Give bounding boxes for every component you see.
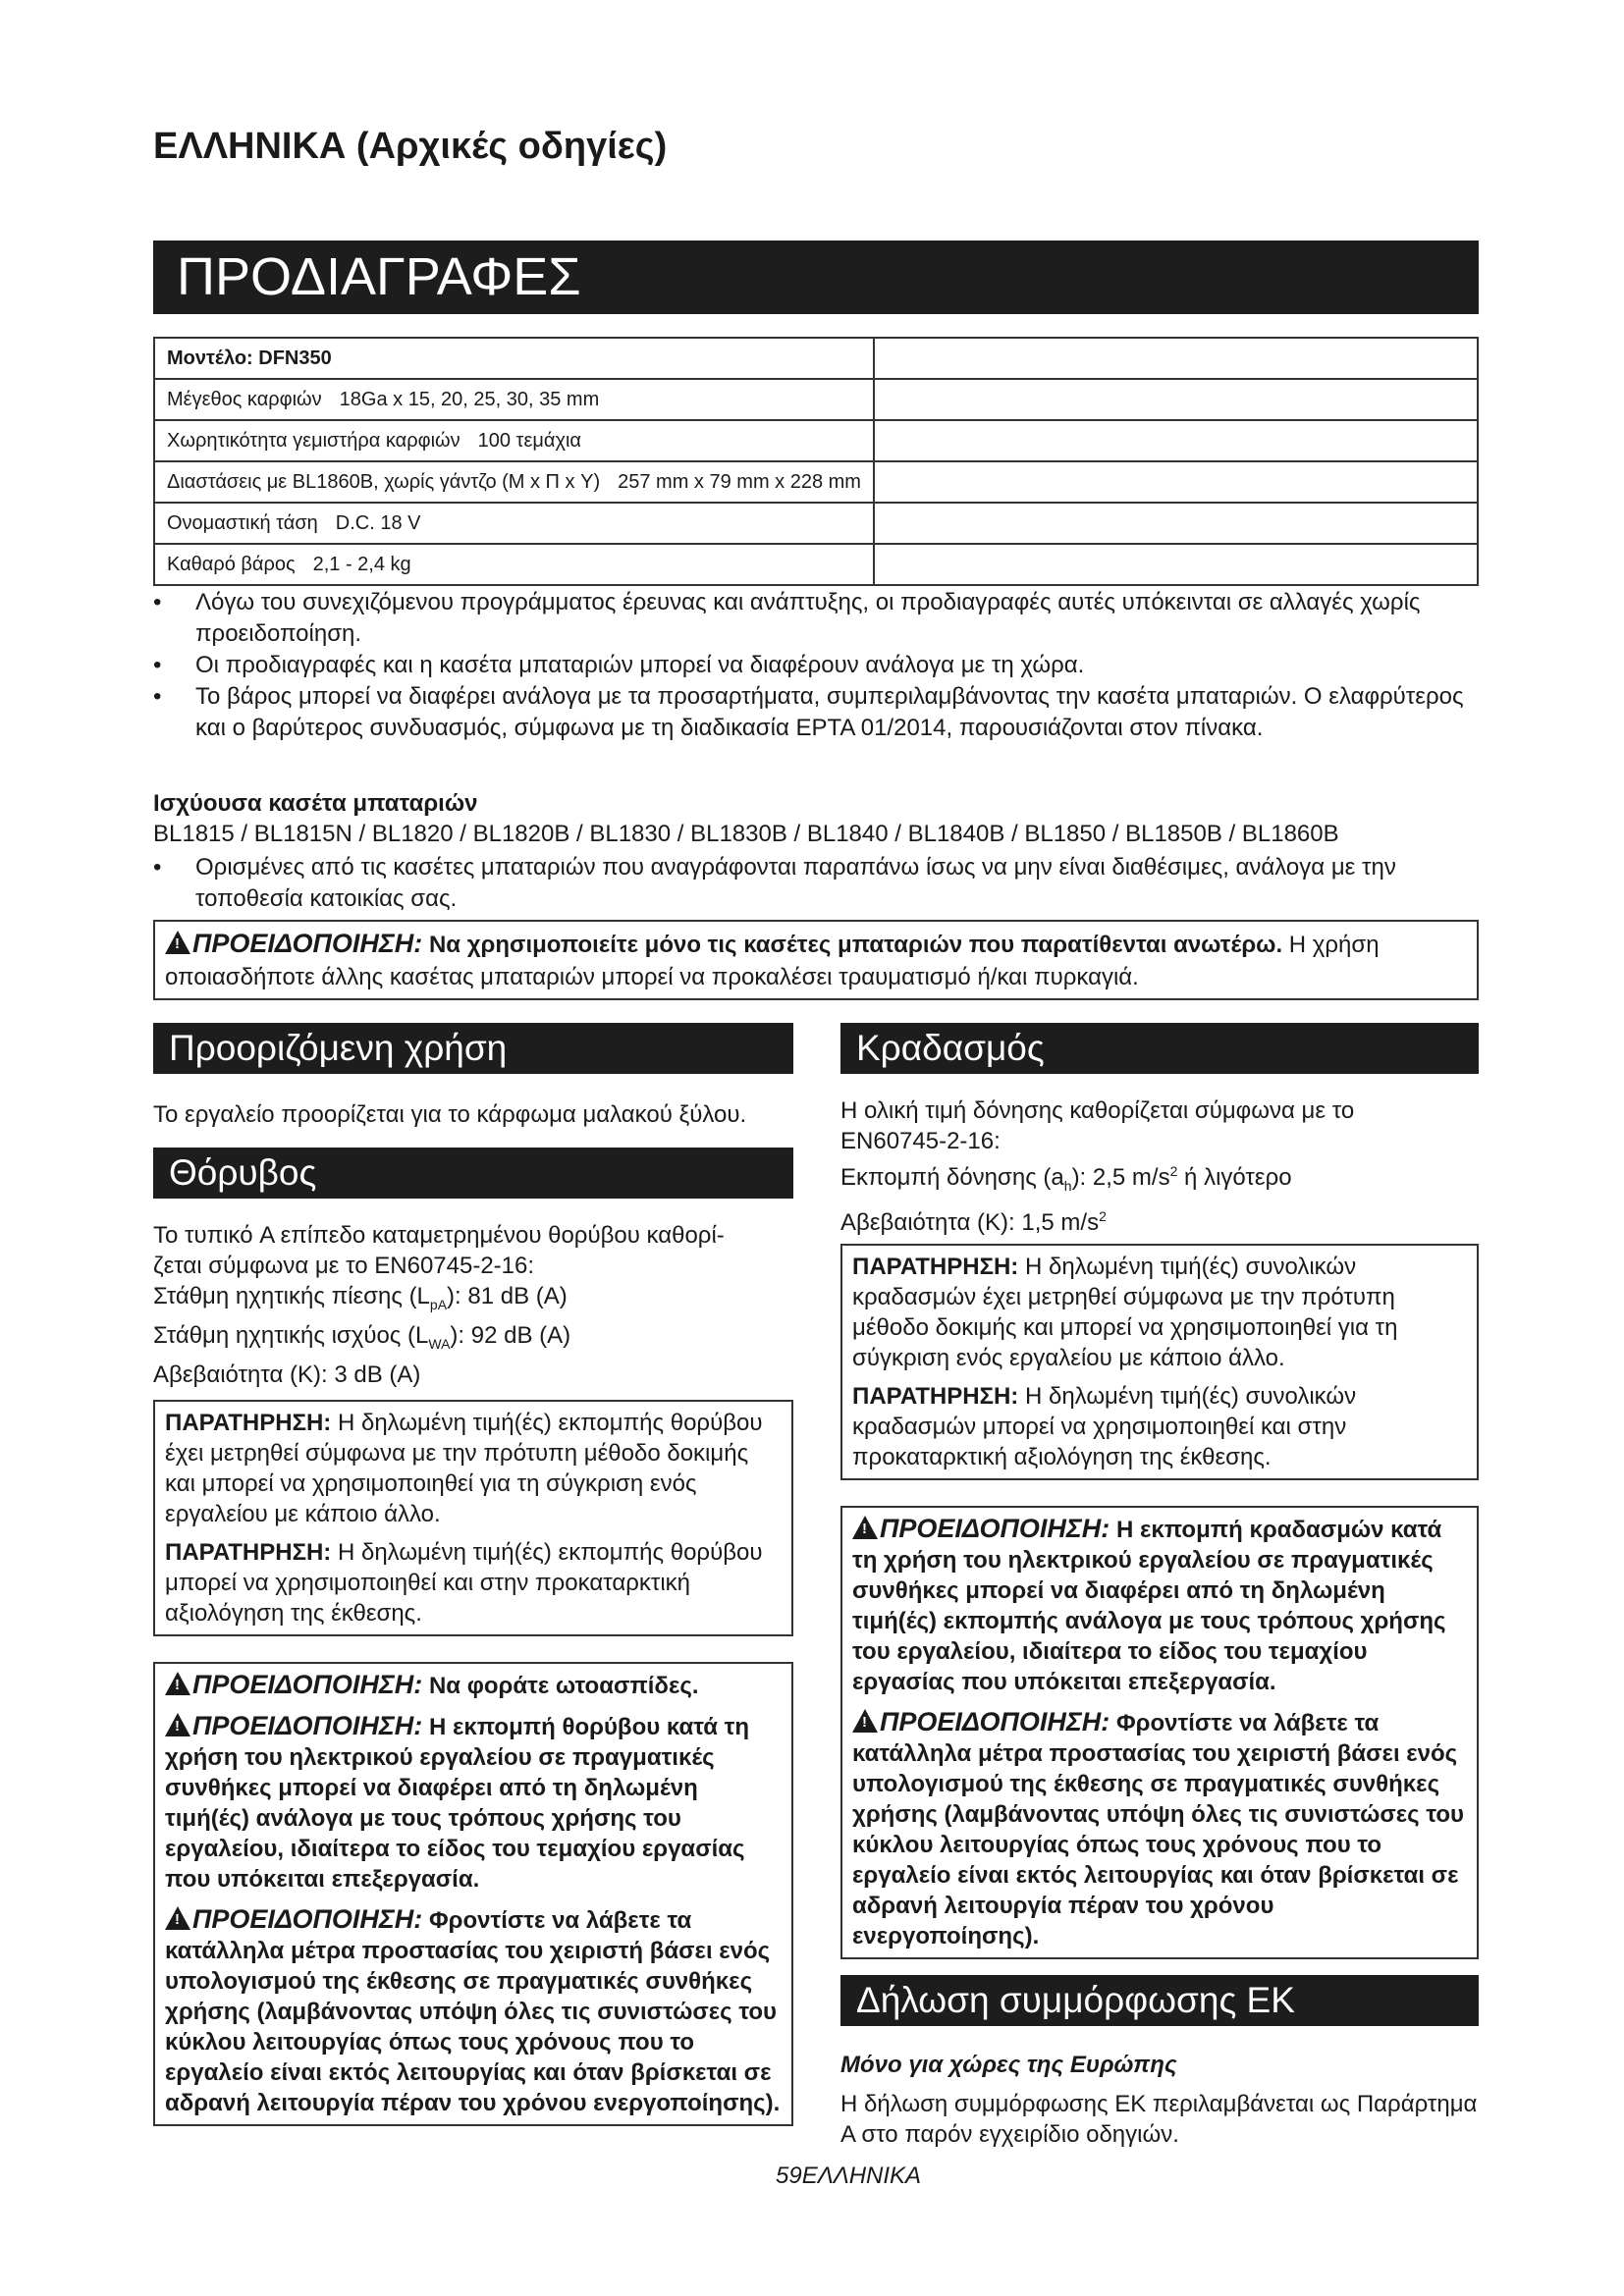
empty-cell bbox=[874, 420, 1478, 461]
intended-use-text: Το εργαλείο προορίζεται για το κάρφωμα μαλακού ξύλου. bbox=[153, 1101, 747, 1128]
battery-warning-bold: Να χρησιμοποιείτε μόνο τις κασέτες μπαταριών που παρατίθενται ανωτέρω. bbox=[428, 932, 1283, 958]
empty-cell bbox=[874, 503, 1478, 544]
noise-warning-box bbox=[153, 1662, 793, 2126]
spec-cell bbox=[154, 461, 874, 503]
specifications-table bbox=[153, 337, 1479, 586]
spec-note: • Οι προδιαγραφές και η κασέτα μπαταριών μπορεί να διαφέρουν ανάλογα με τη χώρα. bbox=[153, 650, 1479, 681]
vibration-values bbox=[840, 1095, 1479, 1238]
noise-warning: !ΠΡΟΕΙΔΟΠΟΙΗΣΗ: Φροντίστε να λάβετε τα κατάλληλα μέτρα προστασίας του χειριστή βάσει ενός υπολογισμού της έκθεσης σε πραγματικές συνθήκες χρήσης (λαμβάνοντας υπόψη όλες τις συνιστώσες του κύκλου λειτουργίας όπως τους χρόνους που το εργαλείο είναι εκτός λειτουργίας και όταν βρίσκεται σε αδρανή λειτουργία πέραν του χρόνου ενεργοποίησης). bbox=[165, 1904, 782, 2118]
spec-label: Ονομαστική τάση bbox=[167, 511, 318, 534]
empty-cell bbox=[874, 379, 1478, 420]
warning-triangle-icon bbox=[852, 1516, 878, 1539]
spec-row-model bbox=[154, 338, 1478, 379]
battery-notes bbox=[153, 852, 1479, 915]
spec-value: 18Ga x 15, 20, 25, 30, 35 mm bbox=[339, 388, 600, 410]
vibration-warning: !ΠΡΟΕΙΔΟΠΟΙΗΣΗ: Η εκπομπή κραδασμών κατά τη χρήση του ηλεκτρικού εργαλείου σε πραγματικές συνθήκες μπορεί να διαφέρει από τη δηλωμένη τιμή(ές) εκπομπής ανάλογα με τους τρόπους χρήσης του εργαλείου, ιδιαίτερα το είδος του τεμαχίου εργασίας που υπόκειται επεξεργασία. bbox=[852, 1514, 1467, 1697]
noise-note: ΠΑΡΑΤΗΡΗΣΗ: Η δηλωμένη τιμή(ές) εκπομπής θορύβου μπορεί να χρησιμοποιηθεί και στην προκαταρκτική αξιολόγηση της έκθεσης. bbox=[165, 1538, 763, 1627]
spec-value: 100 τεμάχια bbox=[477, 429, 581, 452]
ec-subtitle: Μόνο για χώρες της Ευρώπης bbox=[840, 2051, 1177, 2078]
right-column bbox=[840, 1023, 1479, 2150]
noise-intro-line: Το τυπικό A επίπεδο καταμετρημένου θορύβου καθορί- bbox=[153, 1222, 725, 1249]
ec-text: Η δήλωση συμμόρφωσης ΕΚ περιλαμβάνεται ως Παράρτημα Α στο παρόν εγχειρίδιο οδηγιών. bbox=[840, 2090, 1478, 2148]
noise-warning: !ΠΡΟΕΙΔΟΠΟΙΗΣΗ: Η εκπομπή θορύβου κατά τη χρήση του ηλεκτρικού εργαλείου σε πραγματικές συνθήκες μπορεί να διαφέρει από τη δηλωμένη τιμή(ές) ανάλογα με τους τρόπους χρήσης του εργαλείου, ιδιαίτερα το είδος του τεμαχίου εργασίας που υπόκειται επεξεργασία. bbox=[165, 1711, 782, 1895]
battery-warning-text: Η χρήση οποιασδήποτε άλλης κασέτας μπαταριών μπορεί να προκαλέσει τραυματισμό ή/και πυρκαγιά. bbox=[165, 932, 1380, 990]
battery-heading: Ισχύουσα κασέτα μπαταριών bbox=[153, 790, 478, 817]
intended-use-title: Προοριζόμενη χρήση bbox=[153, 1023, 793, 1074]
spec-label: Διαστάσεις με BL1860B, χωρίς γάντζο (Μ x Π x Υ) bbox=[167, 470, 601, 493]
spec-label: Χωρητικότητα γεμιστήρα καρφιών bbox=[167, 429, 460, 452]
empty-cell bbox=[874, 338, 1478, 379]
spec-cell bbox=[154, 503, 874, 544]
empty-cell bbox=[874, 461, 1478, 503]
noise-values bbox=[153, 1220, 793, 1390]
noise-note: ΠΑΡΑΤΗΡΗΣΗ: Η δηλωμένη τιμή(ές) εκπομπής θορύβου έχει μετρηθεί σύμφωνα με την πρότυπη μέθοδο δοκιμής και μπορεί να χρησιμοποιηθεί για τη σύγκριση ενός εργαλείου με κάποιο άλλο. bbox=[165, 1409, 763, 1527]
noise-note-box bbox=[153, 1400, 793, 1636]
spec-cell bbox=[154, 420, 874, 461]
spec-label: Μέγεθος καρφιών bbox=[167, 388, 322, 410]
spec-row bbox=[154, 420, 1478, 461]
vibration-emission: Εκπομπή δόνησης $(a_h)$: 2,5 $m/s^2$ ή λιγότερο bbox=[840, 1163, 1292, 1194]
vibration-warning: !ΠΡΟΕΙΔΟΠΟΙΗΣΗ: Φροντίστε να λάβετε τα κατάλληλα μέτρα προστασίας του χειριστή βάσει ενός υπολογισμού της έκθεσης σε πραγματικές συνθήκες χρήσης (λαμβάνοντας υπόψη όλες τις συνιστώσες του κύκλου λειτουργίας όπως τους χρόνους που το εργαλείο είναι εκτός λειτουργίας και όταν βρίσκεται σε αδρανή λειτουργία πέραν του χρόνου ενεργοποίησης). bbox=[852, 1707, 1467, 1951]
spec-value: D.C. 18 V bbox=[335, 511, 421, 534]
warning-triangle-icon bbox=[165, 1906, 190, 1930]
spec-row bbox=[154, 544, 1478, 585]
vibration-intro-line: Η ολική τιμή δόνησης καθορίζεται σύμφωνα με το bbox=[840, 1097, 1355, 1124]
spec-row bbox=[154, 379, 1478, 420]
battery-warning-box bbox=[153, 920, 1479, 1000]
spec-cell bbox=[154, 379, 874, 420]
noise-intro-line: ζεται σύμφωνα με το EN60745-2-16: bbox=[153, 1253, 535, 1279]
spec-label: Καθαρό βάρος bbox=[167, 553, 296, 575]
warning-triangle-icon bbox=[852, 1709, 878, 1733]
vibration-title: Κραδασμός bbox=[840, 1023, 1479, 1074]
spec-notes-list bbox=[153, 587, 1479, 744]
vibration-note-box bbox=[840, 1244, 1479, 1480]
noise-title: Θόρυβος bbox=[153, 1148, 793, 1199]
empty-cell bbox=[874, 544, 1478, 585]
spec-cell bbox=[154, 544, 874, 585]
sound-power-level: Στάθμη ηχητικής ισχύος $(L_{WA})$: 92 dB (A) bbox=[153, 1321, 571, 1352]
spec-note: • Λόγω του συνεχιζόμενου προγράμματος έρευνας και ανάπτυξης, οι προδιαγραφές αυτές υπόκεινται σε αλλαγές χωρίς προειδοποίηση. bbox=[153, 587, 1479, 650]
specifications-banner: ΠΡΟΔΙΑΓΡΑΦΕΣ bbox=[153, 240, 1479, 314]
battery-list: BL1815 / BL1815N / BL1820 / BL1820B / BL1830 / BL1830B / BL1840 / BL1840B / BL1850 / BL1850B / BL1860B bbox=[153, 821, 1339, 847]
sound-pressure-level: Στάθμη ηχητικής πίεσης $(L_{pA})$: 81 dB (A) bbox=[153, 1283, 568, 1312]
page-number: 59ΕΛΛΗΝΙΚΑ bbox=[776, 2163, 922, 2189]
vibration-intro-line: EN60745-2-16: bbox=[840, 1128, 1001, 1154]
model-cell: Μοντέλο: DFN350 bbox=[154, 338, 874, 379]
spec-value: 2,1 - 2,4 kg bbox=[312, 553, 411, 575]
warning-triangle-icon bbox=[165, 1672, 190, 1695]
ec-declaration-title: Δήλωση συμμόρφωσης ΕΚ bbox=[840, 1975, 1479, 2026]
left-column bbox=[153, 1023, 793, 2126]
warning-triangle-icon bbox=[165, 931, 190, 954]
spec-value: 257 mm x 79 mm x 228 mm bbox=[618, 470, 861, 493]
noise-warning: !ΠΡΟΕΙΔΟΠΟΙΗΣΗ: Να φοράτε ωτοασπίδες. bbox=[165, 1670, 782, 1701]
spec-row bbox=[154, 503, 1478, 544]
vibration-warning-box bbox=[840, 1506, 1479, 1959]
warning-label: !ΠΡΟΕΙΔΟΠΟΙΗΣΗ: bbox=[165, 929, 422, 958]
warning-triangle-icon bbox=[165, 1713, 190, 1736]
spec-row bbox=[154, 461, 1478, 503]
noise-uncertainty: Αβεβαιότητα (K): 3 dB (A) bbox=[153, 1361, 421, 1388]
vibration-uncertainty: Αβεβαιότητα (K): 1,5 $m/s^2$ bbox=[840, 1207, 1107, 1236]
vibration-note: ΠΑΡΑΤΗΡΗΣΗ: Η δηλωμένη τιμή(ές) συνολικών κραδασμών μπορεί να χρησιμοποιηθεί και στην προκαταρκτική αξιολόγηση της έκθεσης. bbox=[852, 1382, 1357, 1470]
vibration-note: ΠΑΡΑΤΗΡΗΣΗ: Η δηλωμένη τιμή(ές) συνολικών κραδασμών έχει μετρηθεί σύμφωνα με την πρότυπη μέθοδο δοκιμής και μπορεί να χρησιμοποιηθεί για τη σύγκριση ενός εργαλείου με κάποιο άλλο. bbox=[852, 1253, 1398, 1371]
spec-note: • Το βάρος μπορεί να διαφέρει ανάλογα με τα προσαρτήματα, συμπεριλαμβάνοντας την κασέτα μπαταριών. Ο ελαφρύτερος και ο βαρύτερος συνδυασμός, σύμφωνα με τη διαδικασία EPTA 01/2014, παρουσιάζονται στον πίνακα. bbox=[153, 681, 1479, 744]
battery-note: • Ορισμένες από τις κασέτες μπαταριών που αναγράφονται παραπάνω ίσως να μην είναι διαθέσιμες, ανάλογα με την τοποθεσία κατοικίας σας. bbox=[153, 852, 1479, 915]
language-title: ΕΛΛΗΝΙΚΑ (Αρχικές οδηγίες) bbox=[153, 126, 668, 167]
